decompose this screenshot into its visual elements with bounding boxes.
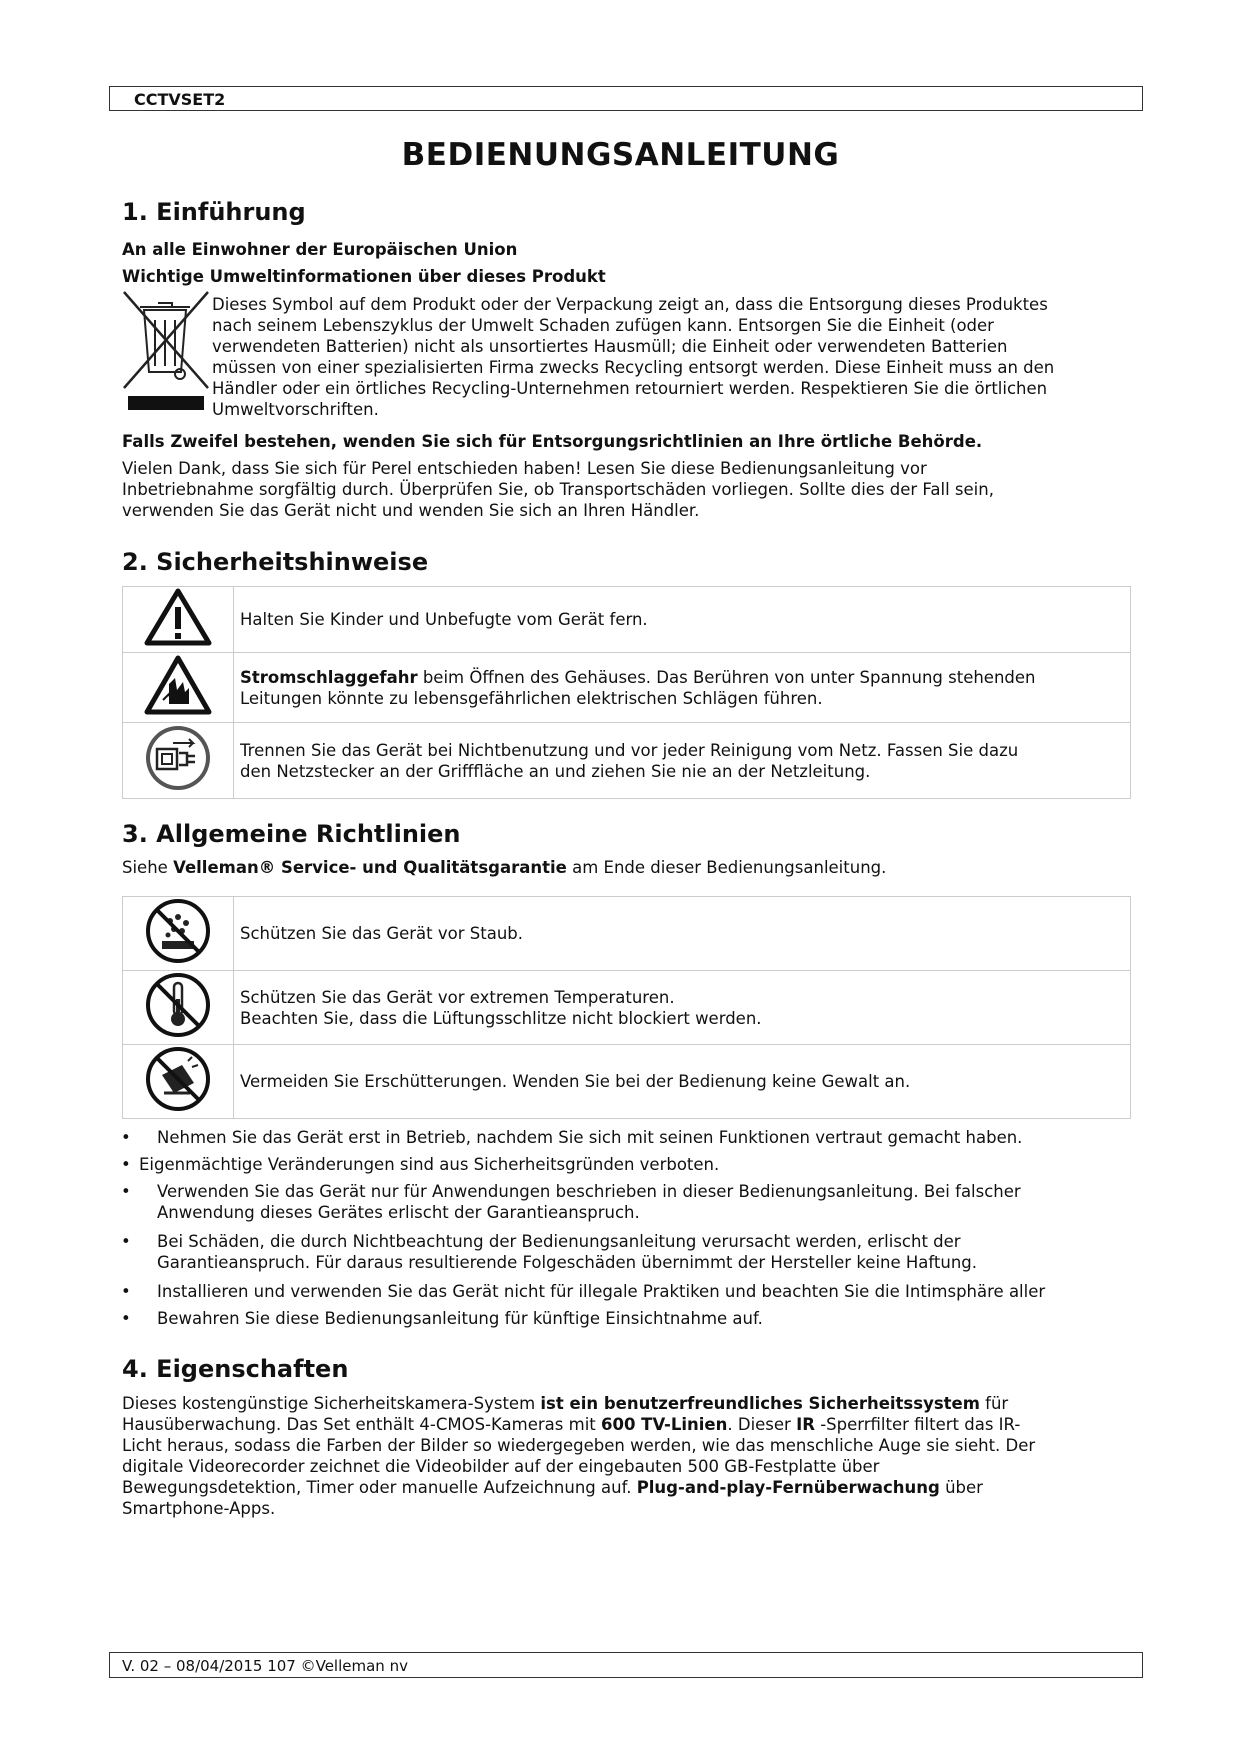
- disposal-note: Falls Zweifel bestehen, wenden Sie sich für Entsorgungsrichtlinien an Ihre örtliche Behörde.: [122, 432, 983, 451]
- guideline-row: Schützen Sie das Gerät vor Staub.: [123, 897, 1131, 971]
- no-shock-icon: [144, 1045, 212, 1113]
- safety-row: Trennen Sie das Gerät bei Nichtbenutzung und vor jeder Reinigung vom Netz. Fassen Sie dazu den Netzstecker an der Griffflächе an und ziehen Sie nie an der Netzleitung.: [123, 723, 1131, 799]
- unplug-icon: [143, 723, 213, 793]
- header-box: [109, 86, 1143, 111]
- guideline-row: Schützen Sie das Gerät vor extremen Temperaturen. Beachten Sie, dass die Lüftungsschlitze nicht blockiert werden.: [123, 971, 1131, 1045]
- guideline-row: Vermeiden Sie Erschütterungen. Wenden Sie bei der Bedienung keine Gewalt an.: [123, 1045, 1131, 1119]
- electric-shock-icon: [143, 654, 213, 716]
- weee-text: Dieses Symbol auf dem Produkt oder der Verpackung zeigt an, dass die Entsorgung dieses Produktes nach seinem Lebenszyklus der Umwelt Schaden zufügen kann. Entsorgen Sie die Einheit (oder verwendeten Batterien) nicht als unsortiertes Hausmüll; die Einheit oder verwendeten Batterien müssen von einer spezialisierten Firma zwecks Recycling entsorgt werden. Diese Einheit muss an den Händler oder ein örtliches Recycling-Unternehmen retourniert werden. Respektieren Sie die örtlichen Umweltvorschriften.: [212, 295, 1055, 419]
- no-dust-icon: [144, 897, 212, 965]
- warranty-reference: Siehe Velleman® Service- und Qualitätsgarantie am Ende dieser Bedienungsanleitung.: [122, 858, 887, 877]
- safety-row: Stromschlaggefahr beim Öffnen des Gehäuses. Das Berühren von unter Spannung stehenden Leitungen könnte zu lebensgefährlichen elektrischen Schlägen führen.: [123, 653, 1131, 723]
- section-4-heading: 4. Eigenschaften: [122, 1355, 349, 1383]
- safety-row: Halten Sie Kinder und Unbefugte vom Gerät fern.: [123, 587, 1131, 653]
- guidelines-table: [122, 896, 1131, 1119]
- model-code: CCTVSET2: [134, 90, 226, 109]
- section-2-heading: 2. Sicherheitshinweise: [122, 548, 429, 576]
- warning-triangle-icon: [143, 587, 213, 647]
- safety-table: [122, 586, 1131, 799]
- page-title: BEDIENUNGSANLEITUNG: [401, 137, 840, 173]
- features-paragraph: Dieses kostengünstige Sicherheitskamera-System ist ein benutzerfreundliches Sicherheitssystem für Hausüberwachung. Das Set enthält 4-CMOS-Kameras mit 600 TV-Linien. Dieser IR -Sperrfilter filtert das IR- Licht heraus, sodass die Farben der Bilder so wiedergegeben werden, wie das menschliche Auge sie sieht. Der digitale Videorecorder zeichnet die Videobilder auf der eingebauten 500 GB-Festplatte über Bewegungsdetektion, Timer oder manuelle Aufzeichnung auf. Plug-and-play-Fernüberwachung über Smartphone-Apps.: [122, 1394, 1036, 1518]
- section-3-heading: 3. Allgemeine Richtlinien: [122, 820, 461, 848]
- env-subheading: Wichtige Umweltinformationen über dieses Produkt: [122, 267, 606, 286]
- no-extreme-temperature-icon: [144, 971, 212, 1039]
- eu-subheading: An alle Einwohner der Europäischen Union: [122, 240, 518, 259]
- footer-box: [109, 1652, 1143, 1678]
- intro-paragraph: Vielen Dank, dass Sie sich für Perel entschieden haben! Lesen Sie diese Bedienungsanleitung vor Inbetriebnahme sorgfältig durch. Überprüfen Sie, ob Transportschäden vorliegen. Sollte dies der Fall sein, verwenden Sie das Gerät nicht und wenden Sie sich an Ihren Händler.: [122, 459, 994, 520]
- weee-bin-icon: [122, 290, 210, 412]
- section-1-heading: 1. Einführung: [122, 198, 306, 226]
- footer-text: V. 02 – 08/04/2015 107 ©Velleman nv: [122, 1657, 408, 1675]
